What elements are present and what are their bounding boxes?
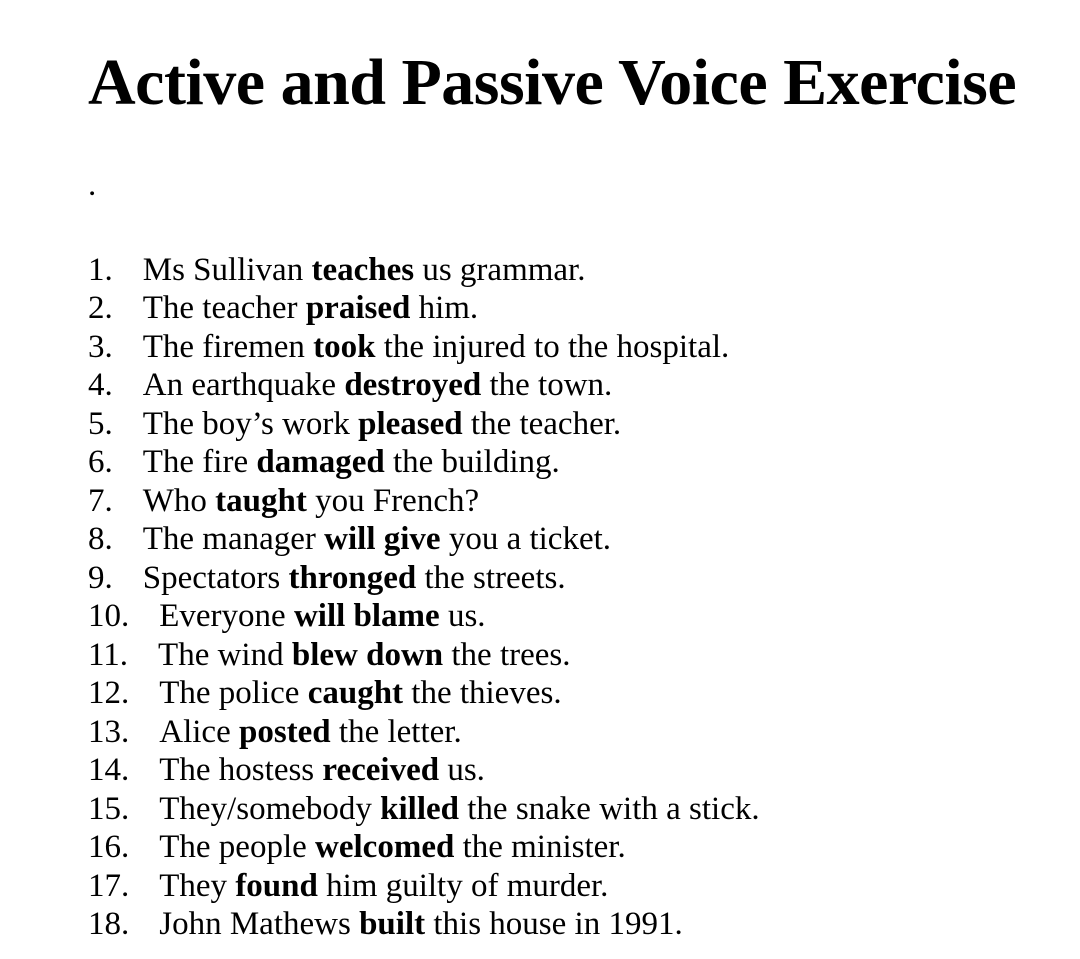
list-item bbox=[88, 636, 1056, 675]
sentence-verb-bold: welcomed bbox=[315, 829, 455, 865]
list-item bbox=[88, 520, 1056, 559]
item-number: 2. bbox=[88, 290, 113, 326]
list-item bbox=[88, 790, 1056, 829]
sentence-post-text: the building. bbox=[384, 444, 560, 480]
item-number: 4. bbox=[88, 367, 113, 403]
list-item bbox=[88, 559, 1056, 598]
list-item bbox=[88, 289, 1056, 328]
list-item bbox=[88, 328, 1056, 367]
sentence-verb-bold: destroyed bbox=[344, 367, 482, 403]
item-sentence bbox=[159, 751, 485, 790]
item-number: 10. bbox=[88, 598, 130, 634]
sentence-post-text: the streets. bbox=[416, 559, 566, 596]
page-title: Active and Passive Voice Exercise bbox=[88, 46, 1017, 119]
item-sentence bbox=[158, 636, 570, 675]
sentence-verb-bold: received bbox=[322, 752, 440, 788]
list-item bbox=[88, 482, 1056, 521]
sentence-pre-text: They/somebody bbox=[159, 790, 381, 827]
sentence-post-text: us. bbox=[439, 752, 485, 788]
item-number: 13. bbox=[88, 713, 130, 750]
list-item bbox=[88, 905, 1056, 944]
sentence-verb-bold: will give bbox=[324, 521, 441, 557]
item-number: 18. bbox=[88, 906, 130, 942]
sentence-pre-text: The boy’s work bbox=[142, 405, 359, 442]
item-sentence bbox=[143, 482, 479, 521]
sentence-verb-bold: blew down bbox=[291, 636, 444, 673]
item-number: 12. bbox=[88, 675, 130, 711]
sentence-verb-bold: posted bbox=[238, 713, 331, 750]
item-number: 6. bbox=[88, 444, 113, 480]
sentence-post-text: the teacher. bbox=[462, 405, 622, 442]
sentence-post-text: you a ticket. bbox=[440, 521, 612, 557]
sentence-post-text: the injured to the hospital. bbox=[375, 328, 730, 365]
sentence-verb-bold: pleased bbox=[358, 405, 463, 442]
item-number: 1. bbox=[88, 251, 113, 288]
sentence-verb-bold: will blame bbox=[293, 598, 440, 634]
sentence-pre-text: The hostess bbox=[159, 752, 323, 788]
list-item bbox=[88, 366, 1056, 405]
sentence-pre-text: The police bbox=[159, 675, 308, 711]
sentence-post-text: us grammar. bbox=[414, 251, 586, 288]
sentence-verb-bold: took bbox=[313, 328, 376, 365]
item-sentence bbox=[159, 674, 561, 713]
sentence-pre-text: Everyone bbox=[159, 598, 294, 634]
sentence-pre-text: Who bbox=[142, 482, 216, 519]
sentence-post-text: the town. bbox=[481, 367, 613, 403]
sentence-pre-text: An earthquake bbox=[142, 367, 345, 403]
sentence-post-text: him. bbox=[410, 290, 479, 326]
item-sentence bbox=[159, 790, 759, 829]
item-sentence bbox=[143, 405, 621, 444]
item-sentence bbox=[143, 289, 478, 328]
list-item bbox=[88, 751, 1056, 790]
sentence-pre-text: The fire bbox=[142, 444, 257, 480]
item-sentence bbox=[143, 328, 730, 367]
exercise-list bbox=[88, 251, 1056, 944]
item-number: 17. bbox=[88, 867, 130, 904]
item-number: 9. bbox=[88, 559, 113, 596]
item-number: 3. bbox=[88, 328, 113, 365]
sentence-pre-text: The people bbox=[159, 829, 316, 865]
sentence-pre-text: Alice bbox=[159, 713, 239, 750]
sentence-verb-bold: killed bbox=[380, 790, 459, 827]
list-item bbox=[88, 443, 1056, 482]
item-sentence bbox=[143, 559, 566, 598]
sentence-verb-bold: praised bbox=[305, 290, 411, 326]
item-sentence bbox=[159, 828, 625, 867]
item-sentence bbox=[159, 867, 608, 906]
list-item bbox=[88, 597, 1056, 636]
item-sentence bbox=[159, 905, 682, 944]
sentence-post-text: us. bbox=[439, 598, 486, 634]
sentence-pre-text: The teacher bbox=[142, 290, 306, 326]
list-item bbox=[88, 251, 1056, 290]
sentence-post-text: the thieves. bbox=[403, 675, 562, 711]
item-number: 5. bbox=[88, 405, 113, 442]
stray-period-mark: . bbox=[88, 167, 97, 203]
sentence-verb-bold: thronged bbox=[288, 559, 417, 596]
sentence-pre-text: Ms Sullivan bbox=[142, 251, 312, 288]
item-number: 7. bbox=[88, 482, 113, 519]
sentence-pre-text: The wind bbox=[158, 636, 292, 673]
list-item bbox=[88, 828, 1056, 867]
sentence-post-text: this house in 1991. bbox=[425, 906, 683, 942]
item-number: 14. bbox=[88, 752, 130, 788]
item-number: 15. bbox=[88, 790, 130, 827]
sentence-post-text: you French? bbox=[306, 482, 480, 519]
sentence-pre-text: John Mathews bbox=[159, 906, 360, 942]
sentence-verb-bold: found bbox=[235, 867, 318, 904]
item-sentence bbox=[143, 520, 611, 559]
sentence-verb-bold: taught bbox=[215, 482, 307, 519]
list-item bbox=[88, 867, 1056, 906]
item-sentence bbox=[143, 443, 560, 482]
list-item bbox=[88, 713, 1056, 752]
sentence-post-text: him guilty of murder. bbox=[317, 867, 609, 904]
sentence-pre-text: They bbox=[159, 867, 236, 904]
sentence-post-text: the snake with a stick. bbox=[459, 790, 760, 827]
list-item bbox=[88, 674, 1056, 713]
item-number: 8. bbox=[88, 521, 113, 557]
item-sentence bbox=[159, 597, 485, 636]
item-sentence bbox=[143, 366, 613, 405]
sentence-post-text: the trees. bbox=[443, 636, 571, 673]
sentence-pre-text: The manager bbox=[142, 521, 325, 557]
sentence-post-text: the letter. bbox=[330, 713, 462, 750]
sentence-verb-bold: caught bbox=[307, 675, 404, 711]
sentence-post-text: the minister. bbox=[454, 829, 626, 865]
sentence-verb-bold: teaches bbox=[311, 251, 415, 288]
item-number: 11. bbox=[88, 636, 129, 673]
list-item bbox=[88, 405, 1056, 444]
item-sentence bbox=[159, 713, 461, 752]
sentence-verb-bold: damaged bbox=[256, 444, 385, 480]
sentence-verb-bold: built bbox=[359, 906, 426, 942]
sentence-pre-text: Spectators bbox=[142, 559, 289, 596]
item-sentence bbox=[143, 251, 586, 290]
item-number: 16. bbox=[88, 829, 130, 865]
sentence-pre-text: The firemen bbox=[142, 328, 314, 365]
